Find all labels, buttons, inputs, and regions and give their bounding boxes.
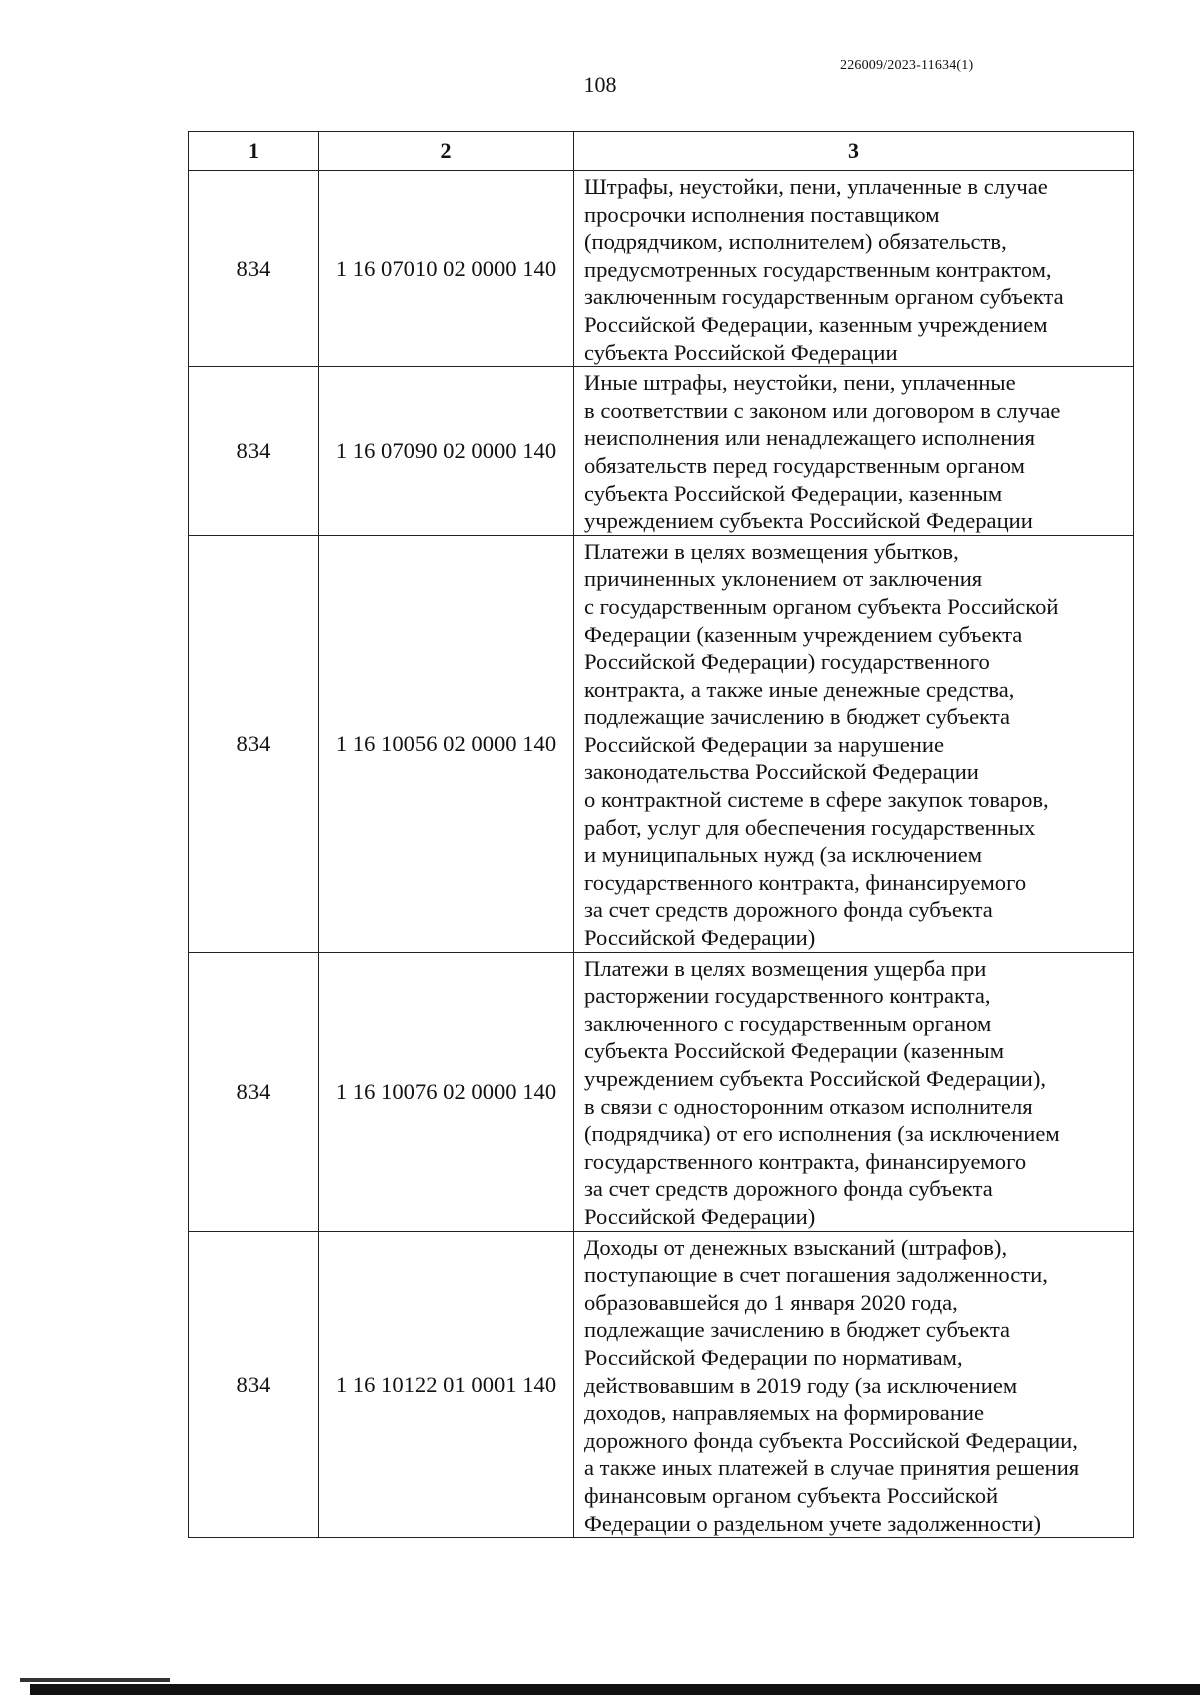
table-row <box>189 367 1134 536</box>
column-header-3: 3 <box>574 132 1134 171</box>
table-row <box>189 171 1134 367</box>
column-header-1: 1 <box>189 132 319 171</box>
page-number: 108 <box>583 72 617 97</box>
table-row <box>189 1231 1134 1538</box>
admin-code-cell: 834 <box>189 535 319 952</box>
scan-bottom-edge-bar <box>30 1684 1200 1695</box>
admin-code-cell: 834 <box>189 367 319 536</box>
admin-code-cell: 834 <box>189 1231 319 1538</box>
income-description-cell: Платежи в целях возмещения ущерба при расторжении государственного контракта, заключенного с государственным органом субъекта Российской Федерации (казенным учреждением субъекта Российской Федерации), в связи с односторонним отказом исполнителя (подрядчика) от его исполнения (за исключением государственного контракта, финансируемого за счет средств дорожного фонда субъекта Российской Федерации) <box>574 952 1134 1231</box>
income-description-cell: Иные штрафы, неустойки, пени, уплаченные в соответствии с законом или договором в случае неисполнения или ненадлежащего исполнения обязательств перед государственным органом субъекта Российской Федерации, казенным учреждением субъекта Российской Федерации <box>574 367 1134 536</box>
scan-edge-mark <box>20 1678 170 1682</box>
table-header-row <box>189 132 1134 171</box>
budget-classification-code-cell: 1 16 07090 02 0000 140 <box>319 367 574 536</box>
budget-classification-code-cell: 1 16 10076 02 0000 140 <box>319 952 574 1231</box>
table-row <box>189 535 1134 952</box>
budget-classification-code-cell: 1 16 10056 02 0000 140 <box>319 535 574 952</box>
column-header-2: 2 <box>319 132 574 171</box>
income-description-cell: Штрафы, неустойки, пени, уплаченные в случае просрочки исполнения поставщиком (подрядчиком, исполнителем) обязательств, предусмотренных государственным контрактом, заключенным государственным органом субъекта Российской Федерации, казенным учреждением субъекта Российской Федерации <box>574 171 1134 367</box>
budget-classification-code-cell: 1 16 07010 02 0000 140 <box>319 171 574 367</box>
admin-code-cell: 834 <box>189 171 319 367</box>
budget-code-table <box>188 131 1134 1538</box>
budget-classification-code-cell: 1 16 10122 01 0001 140 <box>319 1231 574 1538</box>
income-description-cell: Платежи в целях возмещения убытков, причиненных уклонением от заключения с государственным органом субъекта Российской Федерации (казенным учреждением субъекта Российской Федерации) государственного контракта, а также иные денежные средства, подлежащие зачислению в бюджет субъекта Российской Федерации за нарушение законодательства Российской Федерации о контрактной системе в сфере закупок товаров, работ, услуг для обеспечения государственных и муниципальных нужд (за исключением государственного контракта, финансируемого за счет средств дорожного фонда субъекта Российской Федерации) <box>574 535 1134 952</box>
document-registration-number: 226009/2023-11634(1) <box>840 58 974 73</box>
income-description-cell: Доходы от денежных взысканий (штрафов), поступающие в счет погашения задолженности, образовавшейся до 1 января 2020 года, подлежащие зачислению в бюджет субъекта Российской Федерации по нормативам, действовавшим в 2019 году (за исключением доходов, направляемых на формирование дорожного фонда субъекта Российской Федерации, а также иных платежей в случае принятия решения финансовым органом субъекта Российской Федерации о раздельном учете задолженности) <box>574 1231 1134 1538</box>
admin-code-cell: 834 <box>189 952 319 1231</box>
table-row <box>189 952 1134 1231</box>
